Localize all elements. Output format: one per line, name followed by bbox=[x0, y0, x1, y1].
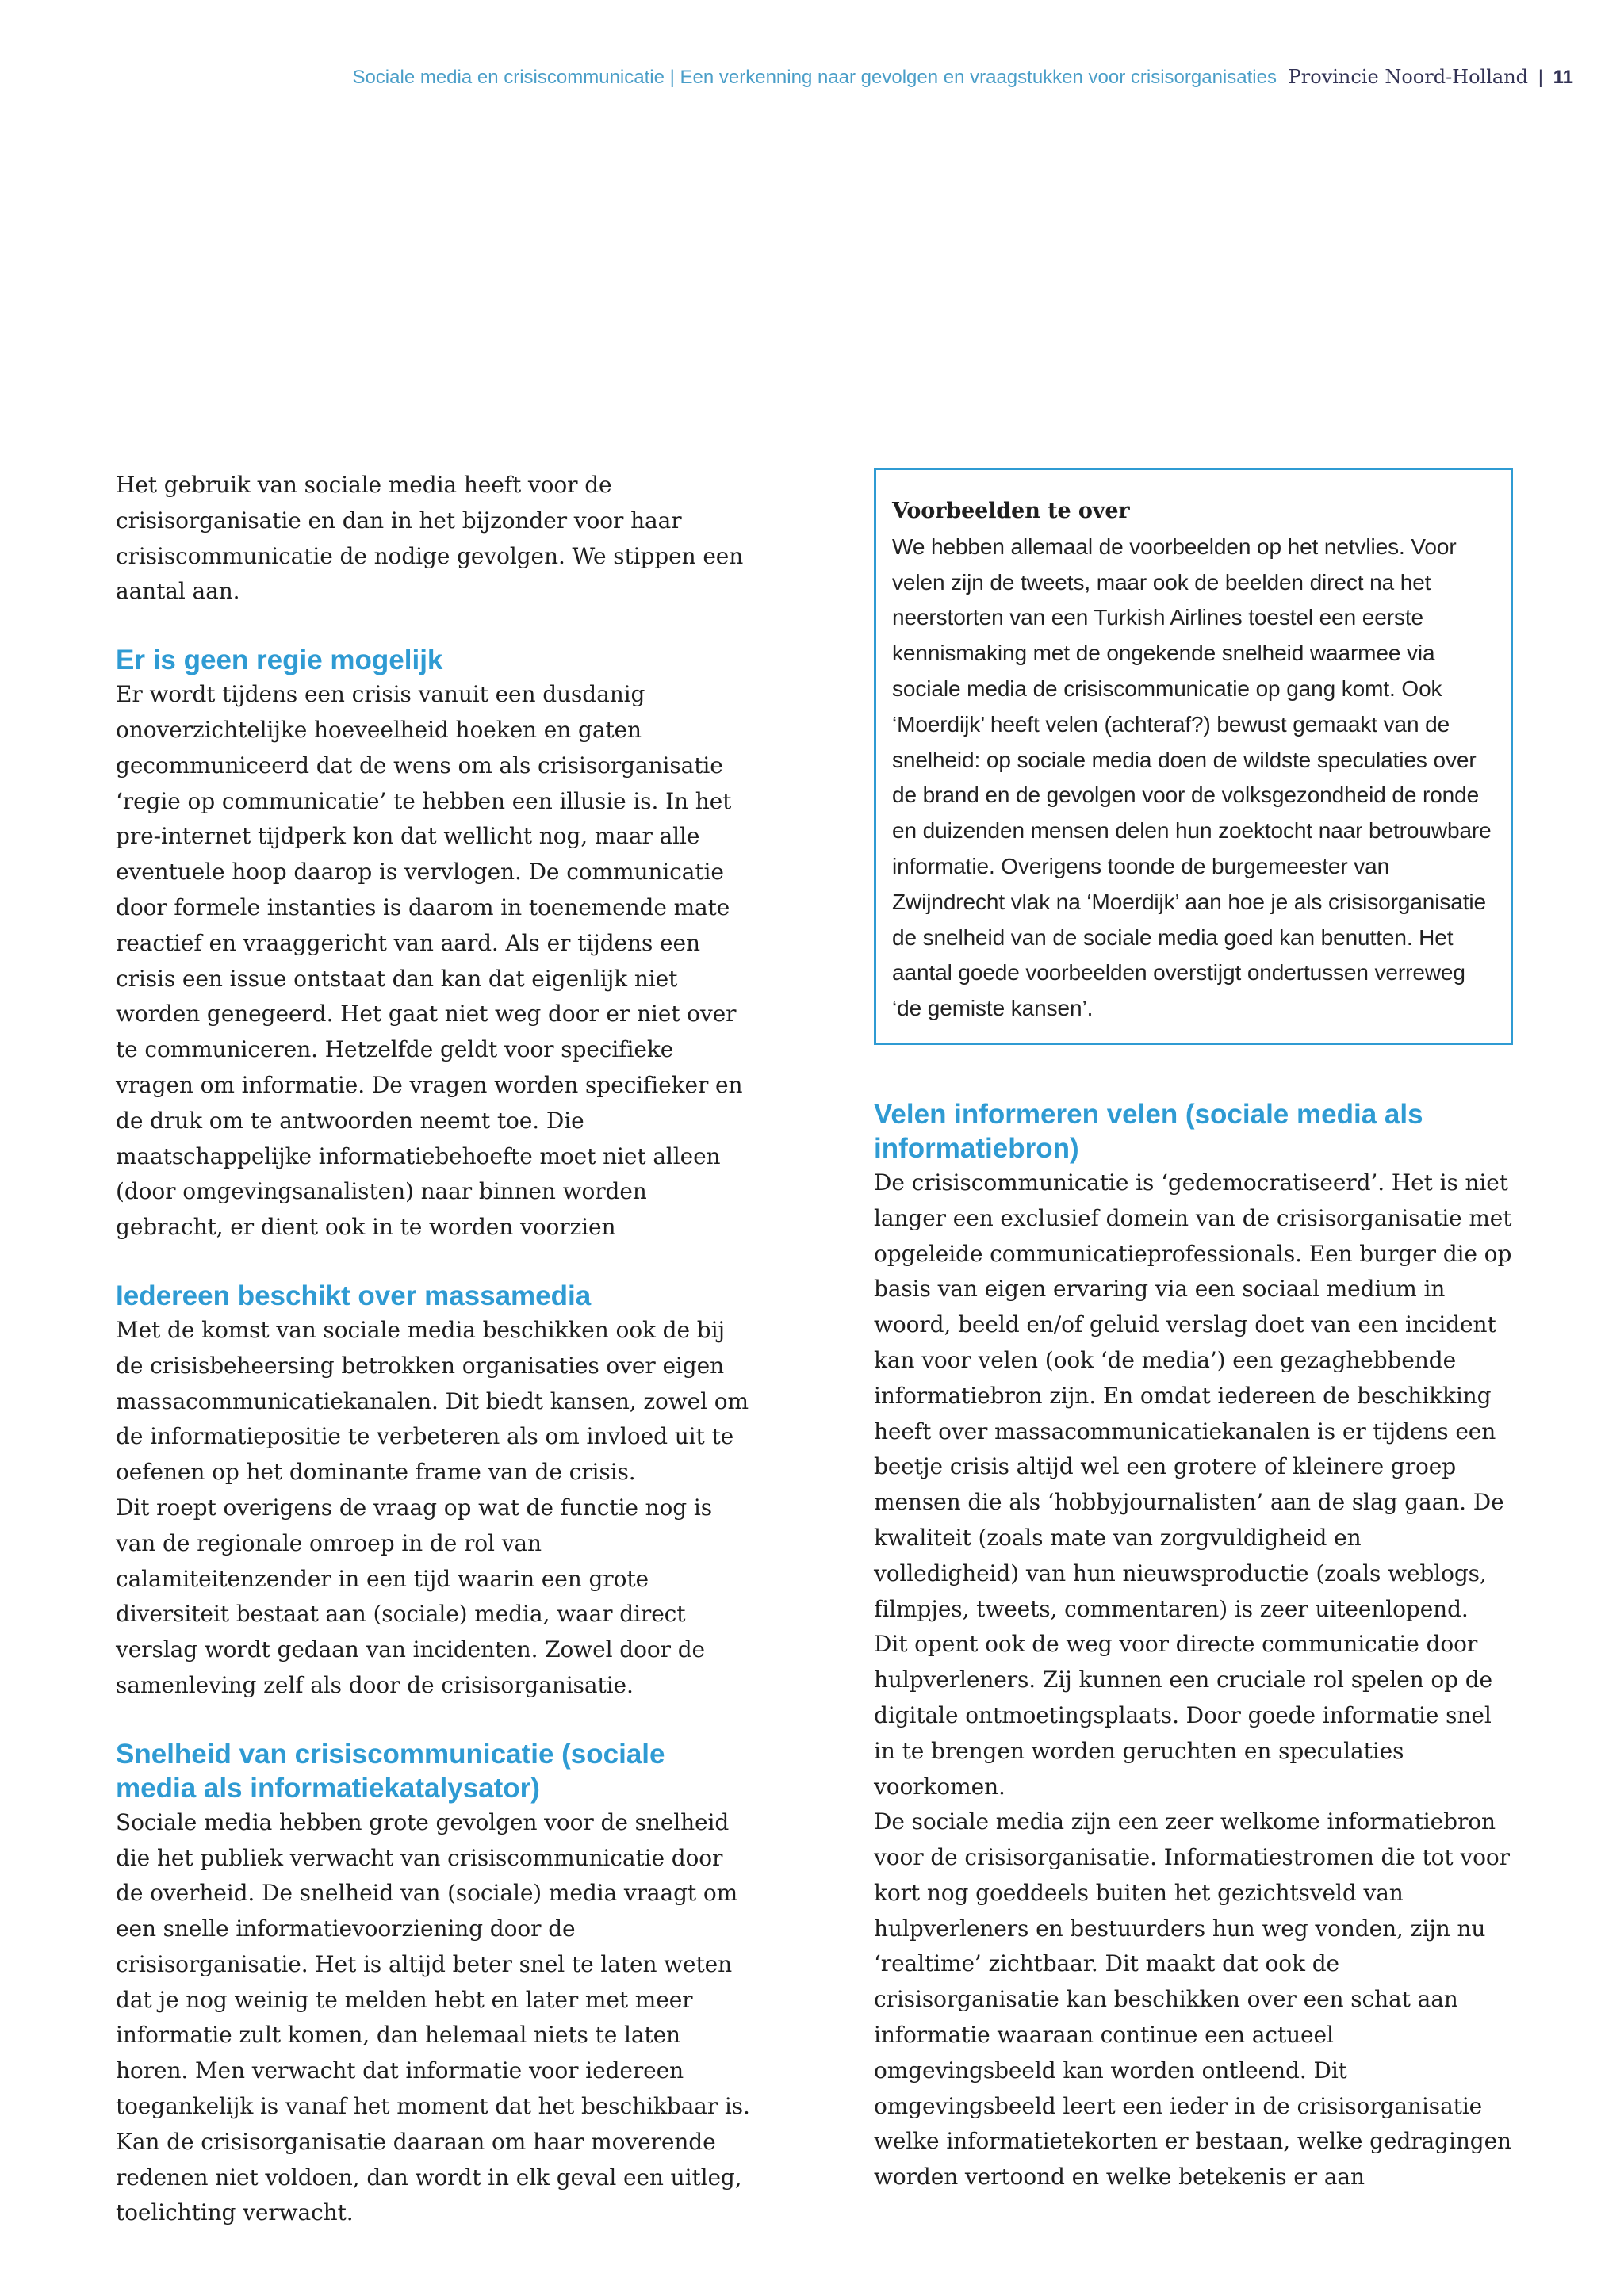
section-heading: Velen informeren velen (sociale media als informatiebron) bbox=[874, 1098, 1423, 1164]
section-paragraph: Met de komst van sociale media beschikken ook de bij de crisisbeheersing betrokken organisaties over eigen massacommunicatiekanalen. Dit biedt kansen, zowel om de informatiepositie te verbeteren als om invloed uit te oefenen op het dominante frame van de crisis. bbox=[116, 1316, 749, 1486]
organization-name: Provincie Noord-Holland bbox=[1288, 66, 1529, 88]
left-column bbox=[116, 468, 750, 2231]
running-header bbox=[352, 63, 1573, 91]
page-number: 11 bbox=[1553, 67, 1573, 88]
example-box-title: Voorbeelden te over bbox=[892, 499, 1130, 523]
section-paragraph: Dit roept overigens de vraag op wat de functie nog is van de regionale omroep in de rol van calamiteitenzender in een tijd waarin een grote diversiteit bestaat aan (sociale) media, waar direct verslag wordt gedaan van incidenten. Zowel door de samenleving zelf als door de crisisorganisatie. bbox=[116, 1494, 713, 1698]
section-paragraph: De sociale media zijn een zeer welkome informatiebron voor de crisisorganisatie. Informatiestromen die tot voor kort nog goeddeels buiten het gezichtsveld van hulpverleners en bestuurders hun weg vonden, zijn nu ‘realtime’ zichtbaar. Dit maakt dat ook de crisisorganisatie kan beschikken over een schat aan informatie waaraan continue een actueel omgevingsbeeld kan worden ontleend. Dit omgevingsbeeld leert een ieder in de crisisorganisatie welke informatietekorten er bestaan, welke gedragingen worden vertoond en welke betekenis er aan bbox=[874, 1808, 1511, 2191]
header-separator: | bbox=[1538, 67, 1543, 88]
document-title: Sociale media en crisiscommunicatie | Een verkenning naar gevolgen en vraagstukken voor crisisorganisaties bbox=[352, 67, 1277, 88]
section-heading: Er is geen regie mogelijk bbox=[116, 645, 443, 676]
example-box-body: We hebben allemaal de voorbeelden op het netvlies. Voor velen zijn de tweets, maar ook de beelden direct na het neerstorten van een Turkish Airlines toestel een eerste kennismaking met de ongekende snelheid waarmee via sociale media de crisiscommunicatie op gang komt. Ook ‘Moerdijk’ heeft velen (achteraf?) bewust gemaakt van de snelheid: op sociale media doen de wildste speculaties over de brand en de gevolgen voor de volksgezondheid de ronde en duizenden mensen delen hun zoektocht naar betrouwbare informatie. Overigens toonde de burgemeester van Zwijndrecht vlak na ‘Moerdijk’ aan hoe je als crisisorganisatie de snelheid van de sociale media goed kan benutten. Het aantal goede voorbeelden overstijgt ondertussen verreweg ‘de gemiste kansen’. bbox=[892, 534, 1492, 1021]
intro-paragraph: Het gebruik van sociale media heeft voor de crisisorganisatie en dan in het bijzonder voor haar crisiscommunicatie de nodige gevolgen. We stippen een aantal aan. bbox=[116, 472, 744, 605]
example-box bbox=[874, 468, 1513, 1045]
section-paragraph: Dit opent ook de weg voor directe communicatie door hulpverleners. Zij kunnen een cruciale rol spelen op de digitale ontmoetingsplaats. Door goede informatie snel in te brengen worden geruchten en speculaties voorkomen. bbox=[874, 1631, 1492, 1800]
section-paragraph: De crisiscommunicatie is ‘gedemocratiseerd’. Het is niet langer een exclusief domein van de crisisorganisatie met opgeleide communicatieprofessionals. Een burger die op basis van eigen ervaring via een sociaal medium in woord, beeld en/of geluid verslag doet van een incident kan voor velen (ook ‘de media’) een gezaghebbende informatiebron zijn. En omdat iedereen de beschikking heeft over massacommunicatiekanalen is er tijdens een beetje crisis altijd wel een grotere of kleinere groep mensen die als ‘hobbyjournalisten’ aan de slag gaan. De kwaliteit (zoals mate van zorgvuldigheid en volledigheid) van hun nieuwsproductie (zoals weblogs, filmpjes, tweets, commentaren) is zeer uiteenlopend. bbox=[874, 1169, 1512, 1622]
section-paragraph: Er wordt tijdens een crisis vanuit een dusdanig onoverzichtelijke hoeveelheid hoeken en gaten gecommuniceerd dat de wens om als crisisorganisatie ‘regie op communicatie’ te hebben een illusie is. In het pre-internet tijdperk kon dat wellicht nog, maar alle eventuele hoop daarop is vervlogen. De communicatie door formele instanties is daarom in toenemende mate reactief en vraaggericht van aard. Als er tijdens een crisis een issue ontstaat dan kan dat eigenlijk niet worden genegeerd. Het gaat niet weg door er niet over te communiceren. Hetzelfde geldt voor specifieke vragen om informatie. De vragen worden specifieker en de druk om te antwoorden neemt toe. Die maatschappelijke informatiebehoefte moet niet alleen (door omgevingsanalisten) naar binnen worden gebracht, er dient ook in te worden voorzien bbox=[116, 681, 743, 1241]
section-heading: Snelheid van crisiscommunicatie (sociale media als informatiekatalysator) bbox=[116, 1738, 665, 1804]
right-column bbox=[874, 468, 1513, 2195]
section-paragraph: Sociale media hebben grote gevolgen voor de snelheid die het publiek verwacht van crisiscommunicatie door de overheid. De snelheid van (sociale) media vraagt om een snelle informatievoorziening door de crisisorganisatie. Het is altijd beter snel te laten weten dat je nog weinig te melden hebt en later met meer informatie zult komen, dan helemaal niets te laten horen. Men verwacht dat informatie voor iedereen toegankelijk is vanaf het moment dat het beschikbaar is. Kan de crisisorganisatie daaraan om haar moverende redenen niet voldoen, dan wordt in elk geval een uitleg, toelichting verwacht. bbox=[116, 1808, 750, 2226]
section-heading: Iedereen beschikt over massamedia bbox=[116, 1280, 592, 1311]
